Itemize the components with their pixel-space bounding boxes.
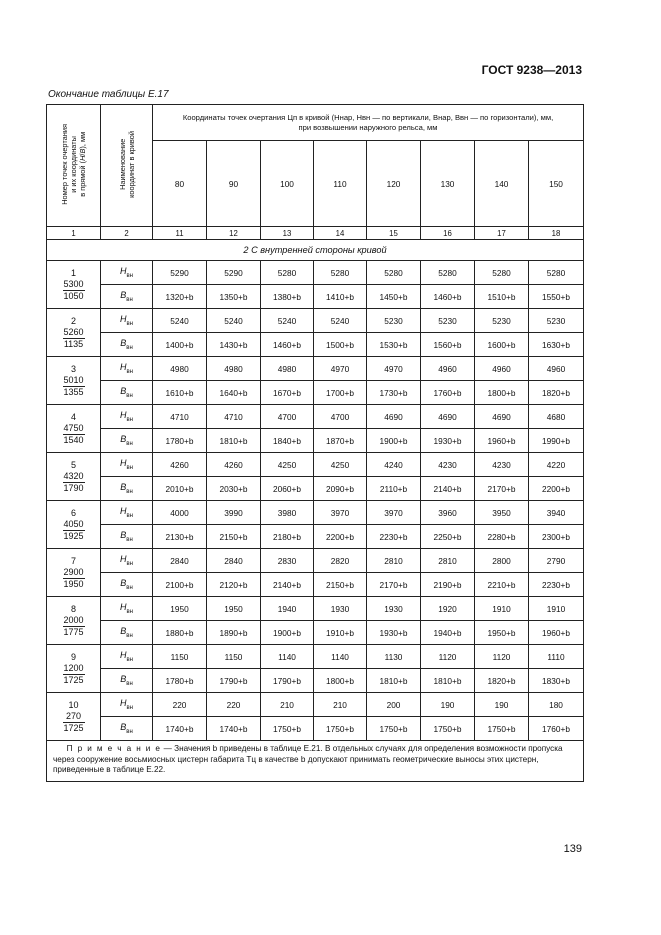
value-cell: 2130+b [153,525,207,549]
value-cell: 1930+b [367,621,421,645]
table-row-h [47,405,584,429]
value-cell: 5240 [314,309,367,333]
value-cell: 1800+b [314,669,367,693]
value-cell: 1790+b [207,669,261,693]
value-cell: 1950 [153,597,207,621]
point-cell [47,549,101,597]
label-h: $H_{вн}$ [101,549,153,573]
value-cell: 1560+b [421,333,475,357]
point-h-straight: 4320 [63,470,84,481]
value-cell: 2150+b [314,573,367,597]
label-b: $B_{вн}$ [101,717,153,741]
point-h-straight: 4050 [63,518,84,529]
value-cell: 5240 [207,309,261,333]
value-cell: 190 [475,693,529,717]
value-cell: 1110 [529,645,584,669]
value-cell: 4260 [153,453,207,477]
value-cell: 5280 [529,261,584,285]
value-cell: 2810 [367,549,421,573]
value-cell: 1820+b [529,381,584,405]
label-b: $B_{вн}$ [101,621,153,645]
value-cell: 1930+b [421,429,475,453]
value-cell: 5230 [529,309,584,333]
label-b: $B_{вн}$ [101,333,153,357]
value-cell: 1840+b [261,429,314,453]
value-cell: 5280 [367,261,421,285]
value-cell: 1670+b [261,381,314,405]
value-cell: 5280 [261,261,314,285]
value-cell: 4980 [153,357,207,381]
coordinates-table [46,104,584,782]
point-h-straight: 2900 [63,566,84,577]
table-row-h [47,645,584,669]
value-cell: 1750+b [475,717,529,741]
label-h: $H_{вн}$ [101,357,153,381]
value-cell: 220 [153,693,207,717]
value-cell: 1760+b [529,717,584,741]
value-cell: 220 [207,693,261,717]
value-cell: 1130 [367,645,421,669]
value-cell: 4690 [367,405,421,429]
header-elevation: 140 [475,141,529,227]
label-h: $H_{вн}$ [101,405,153,429]
value-cell: 3960 [421,501,475,525]
label-b: $B_{вн}$ [101,285,153,309]
column-number: 13 [261,227,314,240]
label-b: $B_{вн}$ [101,525,153,549]
value-cell: 4690 [421,405,475,429]
section-row [47,240,584,261]
table-row-h [47,261,584,285]
value-cell: 2180+b [261,525,314,549]
value-cell: 4000 [153,501,207,525]
value-cell: 4960 [421,357,475,381]
point-number: 7 [70,555,76,566]
table-row-b [47,573,584,597]
value-cell: 4230 [475,453,529,477]
value-cell: 2840 [153,549,207,573]
table-row-h [47,597,584,621]
value-cell: 1880+b [153,621,207,645]
point-cell [47,693,101,741]
value-cell: 4690 [475,405,529,429]
label-b: $B_{вн}$ [101,669,153,693]
header-row-main [47,105,584,141]
point-h-straight: 5010 [63,374,84,385]
point-b-straight: 1355 [63,386,84,397]
value-cell: 3980 [261,501,314,525]
point-number: 3 [70,363,76,374]
value-cell: 1400+b [153,333,207,357]
label-b: $B_{вн}$ [101,381,153,405]
value-cell: 3970 [367,501,421,525]
header-elevation: 110 [314,141,367,227]
table-row-b [47,717,584,741]
column-number: 2 [101,227,153,240]
value-cell: 1760+b [421,381,475,405]
value-cell: 1940+b [421,621,475,645]
value-cell: 1550+b [529,285,584,309]
point-number: 1 [70,267,76,278]
value-cell: 5230 [421,309,475,333]
value-cell: 1460+b [261,333,314,357]
table-note [47,741,584,782]
value-cell: 4250 [314,453,367,477]
value-cell: 1750+b [421,717,475,741]
header-elevation: 150 [529,141,584,227]
value-cell: 1930 [367,597,421,621]
point-b-straight: 1925 [63,530,84,541]
value-cell: 2300+b [529,525,584,549]
value-cell: 1530+b [367,333,421,357]
value-cell: 4980 [207,357,261,381]
value-cell: 5240 [153,309,207,333]
point-cell [47,405,101,453]
table-row-h [47,357,584,381]
point-h-straight: 4750 [63,422,84,433]
note-head: П р и м е ч а н и е [66,744,162,753]
header-row-column-numbers [47,227,584,240]
value-cell: 2830 [261,549,314,573]
value-cell: 1780+b [153,429,207,453]
value-cell: 5280 [314,261,367,285]
value-cell: 1910 [529,597,584,621]
point-h-straight: 5300 [63,278,84,289]
value-cell: 2840 [207,549,261,573]
value-cell: 1740+b [207,717,261,741]
value-cell: 1790+b [261,669,314,693]
header-point-number: Номер точек очертания и их координаты в прямой (H/B), мм [47,105,101,227]
value-cell: 3990 [207,501,261,525]
value-cell: 1820+b [475,669,529,693]
value-cell: 4700 [314,405,367,429]
page-number: 139 [563,843,582,855]
value-cell: 5290 [207,261,261,285]
value-cell: 5230 [475,309,529,333]
value-cell: 1150 [153,645,207,669]
value-cell: 2170+b [475,477,529,501]
value-cell: 200 [367,693,421,717]
value-cell: 2090+b [314,477,367,501]
value-cell: 1380+b [261,285,314,309]
value-cell: 1990+b [529,429,584,453]
value-cell: 2010+b [153,477,207,501]
value-cell: 1950 [207,597,261,621]
value-cell: 1910+b [314,621,367,645]
header-elevation: 90 [207,141,261,227]
value-cell: 1930 [314,597,367,621]
point-number: 9 [70,651,76,662]
value-cell: 3950 [475,501,529,525]
point-cell [47,309,101,357]
header-coordinates: Координаты точек очертания Цп в кривой (Hнар, Hвн — по вертикали, Bнар, Bвн — по горизонтали), мм, при возвышении наружного рельса, мм [153,105,584,141]
value-cell: 1750+b [367,717,421,741]
value-cell: 3940 [529,501,584,525]
label-h: $H_{вн}$ [101,309,153,333]
label-h: $H_{вн}$ [101,693,153,717]
value-cell: 2120+b [207,573,261,597]
table-row-b [47,477,584,501]
value-cell: 2140+b [421,477,475,501]
value-cell: 1940 [261,597,314,621]
value-cell: 4260 [207,453,261,477]
point-cell [47,501,101,549]
value-cell: 1950+b [475,621,529,645]
point-b-straight: 1135 [63,338,84,349]
value-cell: 1960+b [529,621,584,645]
value-cell: 1350+b [207,285,261,309]
value-cell: 5290 [153,261,207,285]
value-cell: 2230+b [529,573,584,597]
value-cell: 3970 [314,501,367,525]
value-cell: 2200+b [529,477,584,501]
value-cell: 210 [314,693,367,717]
value-cell: 2060+b [261,477,314,501]
column-number: 15 [367,227,421,240]
label-b: $B_{вн}$ [101,429,153,453]
point-number: 5 [70,459,76,470]
point-b-straight: 1050 [63,290,84,301]
value-cell: 5240 [261,309,314,333]
value-cell: 2250+b [421,525,475,549]
value-cell: 1750+b [314,717,367,741]
point-cell [47,645,101,693]
value-cell: 1920 [421,597,475,621]
value-cell: 4710 [207,405,261,429]
column-number: 11 [153,227,207,240]
value-cell: 1410+b [314,285,367,309]
value-cell: 1150 [207,645,261,669]
header-elevation: 130 [421,141,475,227]
header-elevation: 100 [261,141,314,227]
point-number: 8 [70,603,76,614]
value-cell: 4970 [314,357,367,381]
value-cell: 2790 [529,549,584,573]
value-cell: 2820 [314,549,367,573]
value-cell: 1610+b [153,381,207,405]
value-cell: 1430+b [207,333,261,357]
value-cell: 2200+b [314,525,367,549]
table-row-b [47,285,584,309]
point-cell [47,261,101,309]
value-cell: 1910 [475,597,529,621]
value-cell: 2280+b [475,525,529,549]
value-cell: 1960+b [475,429,529,453]
value-cell: 1810+b [207,429,261,453]
value-cell: 1450+b [367,285,421,309]
table-row-b [47,525,584,549]
value-cell: 5280 [475,261,529,285]
point-cell [47,357,101,405]
header-elevation: 80 [153,141,207,227]
standard-designation: ГОСТ 9238—2013 [481,63,582,77]
table-row-h [47,453,584,477]
point-b-straight: 1950 [63,578,84,589]
table-row-h [47,501,584,525]
value-cell: 4960 [529,357,584,381]
table-row-b [47,333,584,357]
value-cell: 2110+b [367,477,421,501]
value-cell: 2170+b [367,573,421,597]
value-cell: 1700+b [314,381,367,405]
value-cell: 1640+b [207,381,261,405]
table-row-h [47,549,584,573]
column-number: 16 [421,227,475,240]
point-b-straight: 1775 [63,626,84,637]
value-cell: 1460+b [421,285,475,309]
section-title: 2 С внутренней стороны кривой [47,240,584,261]
column-number: 17 [475,227,529,240]
value-cell: 1750+b [261,717,314,741]
value-cell: 180 [529,693,584,717]
point-number: 4 [70,411,76,422]
label-b: $B_{вн}$ [101,477,153,501]
point-number: 10 [68,699,79,710]
note-text: — Значения b приведены в таблице Е.21. В отдельных случаях для определения возможности пропуска через сооружение восьмиосных цистерн габарита Тц в качестве b допускают принимать геометрические выносы этих цистерн, приведенные в таблице Е.22. [53,744,563,774]
value-cell: 4240 [367,453,421,477]
value-cell: 4710 [153,405,207,429]
value-cell: 1800+b [475,381,529,405]
point-h-straight: 270 [63,711,85,723]
value-cell: 4960 [475,357,529,381]
column-number: 1 [47,227,101,240]
point-b-straight: 1725 [63,722,84,733]
value-cell: 210 [261,693,314,717]
point-number: 2 [70,315,76,326]
label-h: $H_{вн}$ [101,597,153,621]
header-elevation: 120 [367,141,421,227]
value-cell: 1600+b [475,333,529,357]
label-h: $H_{вн}$ [101,645,153,669]
value-cell: 2100+b [153,573,207,597]
value-cell: 1810+b [421,669,475,693]
point-b-straight: 1725 [63,674,84,685]
column-number: 18 [529,227,584,240]
value-cell: 2150+b [207,525,261,549]
label-h: $H_{вн}$ [101,453,153,477]
value-cell: 1730+b [367,381,421,405]
point-cell [47,453,101,501]
value-cell: 2140+b [261,573,314,597]
point-b-straight: 1540 [63,434,84,445]
label-h: $H_{вн}$ [101,261,153,285]
table-row-b [47,669,584,693]
value-cell: 1900+b [261,621,314,645]
value-cell: 1780+b [153,669,207,693]
value-cell: 2190+b [421,573,475,597]
table-row-h [47,693,584,717]
table-row-h [47,309,584,333]
table-row-b [47,381,584,405]
value-cell: 4700 [261,405,314,429]
value-cell: 190 [421,693,475,717]
value-cell: 1870+b [314,429,367,453]
table-row-b [47,429,584,453]
value-cell: 4230 [421,453,475,477]
value-cell: 1510+b [475,285,529,309]
value-cell: 1500+b [314,333,367,357]
value-cell: 1120 [421,645,475,669]
value-cell: 4680 [529,405,584,429]
point-number: 6 [70,507,76,518]
value-cell: 4970 [367,357,421,381]
value-cell: 1900+b [367,429,421,453]
label-h: $H_{вн}$ [101,501,153,525]
value-cell: 4220 [529,453,584,477]
table-caption: Окончание таблицы Е.17 [48,89,169,100]
label-b: $B_{вн}$ [101,573,153,597]
value-cell: 5230 [367,309,421,333]
value-cell: 4250 [261,453,314,477]
column-number: 14 [314,227,367,240]
value-cell: 1320+b [153,285,207,309]
value-cell: 1630+b [529,333,584,357]
column-number: 12 [207,227,261,240]
point-h-straight: 5260 [63,326,84,337]
value-cell: 1140 [314,645,367,669]
table-row-b [47,621,584,645]
point-b-straight: 1790 [63,482,84,493]
point-h-straight: 2000 [63,614,84,625]
value-cell: 2800 [475,549,529,573]
value-cell: 4980 [261,357,314,381]
value-cell: 1830+b [529,669,584,693]
value-cell: 1140 [261,645,314,669]
value-cell: 1810+b [367,669,421,693]
value-cell: 2810 [421,549,475,573]
value-cell: 2030+b [207,477,261,501]
value-cell: 2210+b [475,573,529,597]
point-h-straight: 1200 [63,662,84,673]
value-cell: 5280 [421,261,475,285]
point-cell [47,597,101,645]
value-cell: 1120 [475,645,529,669]
value-cell: 1740+b [153,717,207,741]
note-row [47,741,584,782]
value-cell: 1890+b [207,621,261,645]
value-cell: 2230+b [367,525,421,549]
header-coordinate-name: Наименование координат в кривой [101,105,153,227]
